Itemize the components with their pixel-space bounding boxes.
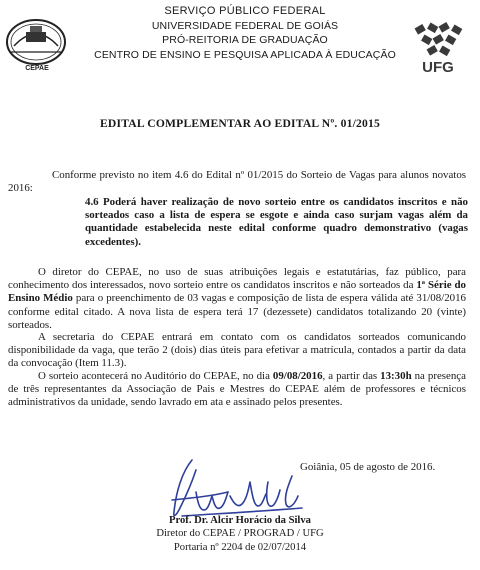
paragraph-sorteio-text-3: na presença de três representantes da Associação de Pais e Mestres do CEPAE além de professores e técnicos administrativos da unidade, sendo lavrado em ata e assinado pelos presentes. [8,370,466,409]
ufg-logo-text: UFG [422,59,454,74]
sorteio-date: 09/08/2016 [272,370,323,382]
header-line-1: SERVIÇO PÚBLICO FEDERAL [164,5,326,17]
paragraph-secretaria: A secretaria do CEPAE entrará em contato com os candidatos sorteados comunicando disponibilidade da vaga, que terão 2 (dois) dias úteis para efetivar a matrícula, contados a partir da data da convocação (Item 11.3). [8,331,466,370]
paragraph-director-text-2: para o preenchimento de 03 vagas e composição de lista de espera válida até 31/08/2016 conforme edital citado. A nova lista de espera terá 17 (dezessete) candidatos totalizando 20 (vinte) sorteados. [8,292,467,331]
signer-name: Prof. Dr. Alcir Horácio da Silva [169,515,311,526]
paragraph-director [8,266,466,332]
institution-header [80,4,410,62]
paragraph-director-text-1: O diretor do CEPAE, no uso de suas atribuições legais e estatutárias, faz público, para conhecimento dos interessados, novo sorteio entre os candidatos inscritos e não sorteados da [8,266,466,292]
intro-paragraph: Conforme previsto no item 4.6 do Edital nº 01/2015 do Sorteio de Vagas para alunos novatos 2016: [8,169,466,195]
paragraph-sorteio-text-1: O sorteio acontecerá no Auditório do CEPAE, no dia [38,370,273,382]
cepae-logo [4,12,70,74]
header-line-4: CENTRO DE ENSINO E PESQUISA APLICADA À EDUCAÇÃO [94,48,396,61]
sorteio-time: 13:30h [380,370,412,382]
paragraph-director-grade: 1ª Série do Ensino Médio [8,279,466,305]
paragraph-sorteio-text-2: , a partir das [322,370,381,382]
header-line-2: UNIVERSIDADE FEDERAL DE GOIÁS [151,19,339,32]
header-line-3: PRÓ-REITORIA DE GRADUAÇÃO [162,34,328,46]
quoted-item-4-6: 4.6 Poderá haver realização de novo sorteio entre os candidatos inscritos e não sorteados caso a lista de espera se esgote e ainda caso surjam vagas além da quantidade estabelecida neste edital conforme quadro demonstrativo (vagas excedentes). [85,196,468,248]
document-title: EDITAL COMPLEMENTAR AO EDITAL Nº. 01/2015 [100,117,380,130]
place-date-line: Goiânia, 05 de agosto de 2016. [300,461,436,473]
signer-role: Diretor do CEPAE / PROGRAD / UFG [156,528,324,540]
signer-portaria: Portaria nº 2204 de 02/07/2014 [173,541,307,553]
cepae-logo-text: CEPAE [25,65,49,72]
signature-block [140,514,340,554]
paragraph-sorteio [8,370,466,410]
ufg-logo [408,22,466,74]
